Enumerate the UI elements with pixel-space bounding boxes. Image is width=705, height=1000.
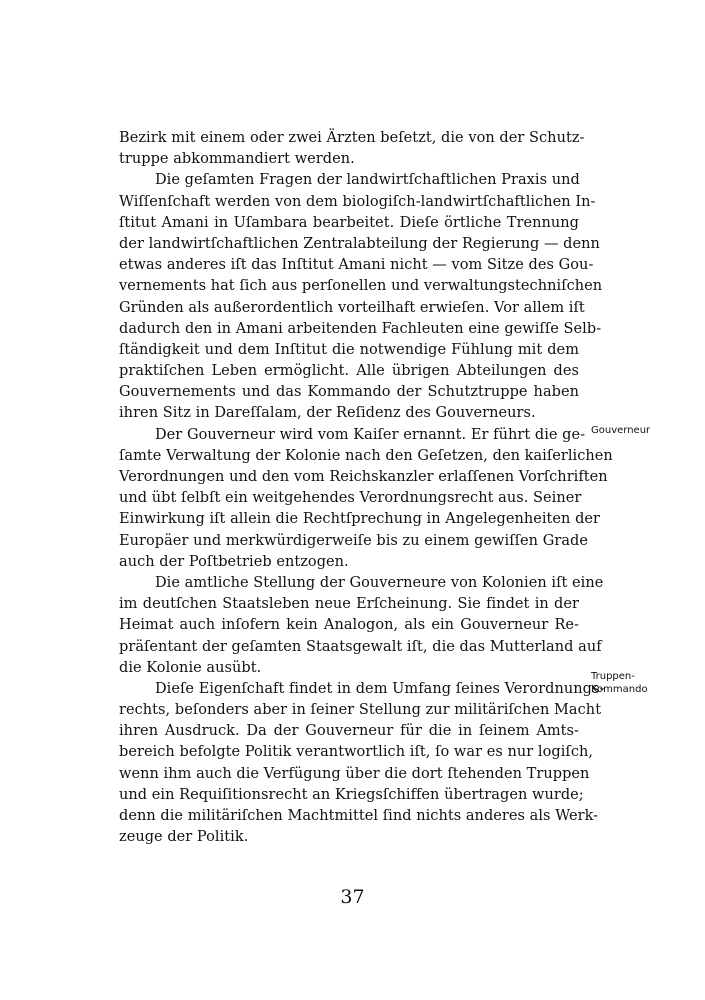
text-line: und übt ſelbſt ein weitgehendes Verordnungsrecht aus. Seiner — [119, 490, 582, 507]
text-line: etwas anderes iſt das Inſtitut Amani nicht — vom Sitze des Gou- — [119, 257, 594, 274]
text-line: Verordnungen und den vom Reichskanzler erlaſſenen Vorſchriften — [119, 469, 608, 485]
text-line: die Kolonie ausübt. — [119, 659, 262, 676]
text-line: Die geſamten Fragen der landwirtſchaftlichen Praxis und — [155, 172, 580, 189]
text-line: ihren Sitz in Dareſſalam, der Reſidenz des Gouverneurs. — [119, 405, 536, 422]
text-line: Europäer und merkwürdigerweiſe bis zu einem gewiſſen Grade — [119, 532, 588, 549]
margin-note-truppen-kommando — [591, 670, 671, 696]
text-line: Gouvernements und das Kommando der Schutztruppe haben — [119, 384, 579, 401]
margin-note-label: Gouverneur — [591, 425, 651, 436]
text-line: ſtitut Amani in Uſambara bearbeitet. Dieſe örtliche Trennung — [119, 214, 579, 231]
text-line: bereich befolgte Politik verantwortlich iſt, ſo war es nur logiſch, — [119, 744, 594, 761]
text-line: Wiſſenſchaft werden von dem biologiſch-landwirtſchaftlichen In- — [119, 193, 596, 210]
text-line: im deutſchen Staatsleben neue Erſcheinung. Sie findet in der — [119, 596, 579, 613]
text-line: praktiſchen Leben ermöglicht. Alle übrigen Abteilungen des — [119, 363, 579, 380]
text-line: rechts, beſonders aber in ſeiner Stellung zur militäriſchen Macht — [119, 702, 602, 719]
text-line: zeuge der Politik. — [119, 829, 249, 846]
text-line: auch der Poſtbetrieb entzogen. — [119, 553, 349, 570]
text-line: dadurch den in Amani arbeitenden Fachleuten eine gewiſſe Selb- — [119, 320, 602, 337]
text-line: Heimat auch inſofern kein Analogon, als ein Gouverneur Re- — [119, 617, 579, 634]
text-line: Der Gouverneur wird vom Kaiſer ernannt. Er führt die ge- — [155, 426, 586, 443]
text-line: Einwirkung iſt allein die Rechtſprechung in Angelegenheiten der — [119, 511, 601, 528]
text-line: ſtändigkeit und dem Inſtitut die notwendige Fühlung mit dem — [119, 341, 579, 358]
text-line: ſamte Verwaltung der Kolonie nach den Geſetzen, den kaiſerlichen — [119, 447, 613, 464]
text-line: Gründen als außerordentlich vorteilhaft erwieſen. Vor allem iſt — [119, 299, 585, 316]
text-line: ihren Ausdruck. Da der Gouverneur für die in ſeinem Amts- — [119, 723, 579, 740]
text-line: denn die militäriſchen Machtmittel ſind nichts anderes als Werk- — [119, 808, 599, 824]
body-text — [119, 128, 613, 848]
text-line: Die amtliche Stellung der Gouverneure von Kolonien iſt eine — [155, 574, 604, 591]
text-line: wenn ihm auch die Verfügung über die dort ſtehenden Truppen — [119, 765, 590, 782]
text-line: präſentant der geſamten Staatsgewalt iſt, die das Mutterland auf — [119, 638, 602, 655]
text-line: und ein Requiſitionsrecht an Kriegsſchiffen übertragen wurde; — [119, 786, 584, 803]
text-line: Dieſe Eigenſchaft findet in dem Umfang ſeines Verordnungs- — [155, 680, 605, 697]
text-line: der landwirtſchaftlichen Zentralabteilung der Regierung — denn — [119, 235, 600, 252]
margin-note-gouverneur — [591, 424, 671, 437]
text-line: truppe abkommandiert werden. — [119, 151, 355, 168]
margin-note-label: Truppen- — [591, 671, 635, 682]
text-line: vernements hat ſich aus perſonellen und verwaltungstechniſchen — [119, 278, 603, 295]
page-number: 37 — [340, 886, 365, 908]
text-line: Bezirk mit einem oder zwei Ärzten beſetzt, die von der Schutz- — [119, 130, 585, 146]
margin-note-label: Kommando — [591, 684, 648, 695]
